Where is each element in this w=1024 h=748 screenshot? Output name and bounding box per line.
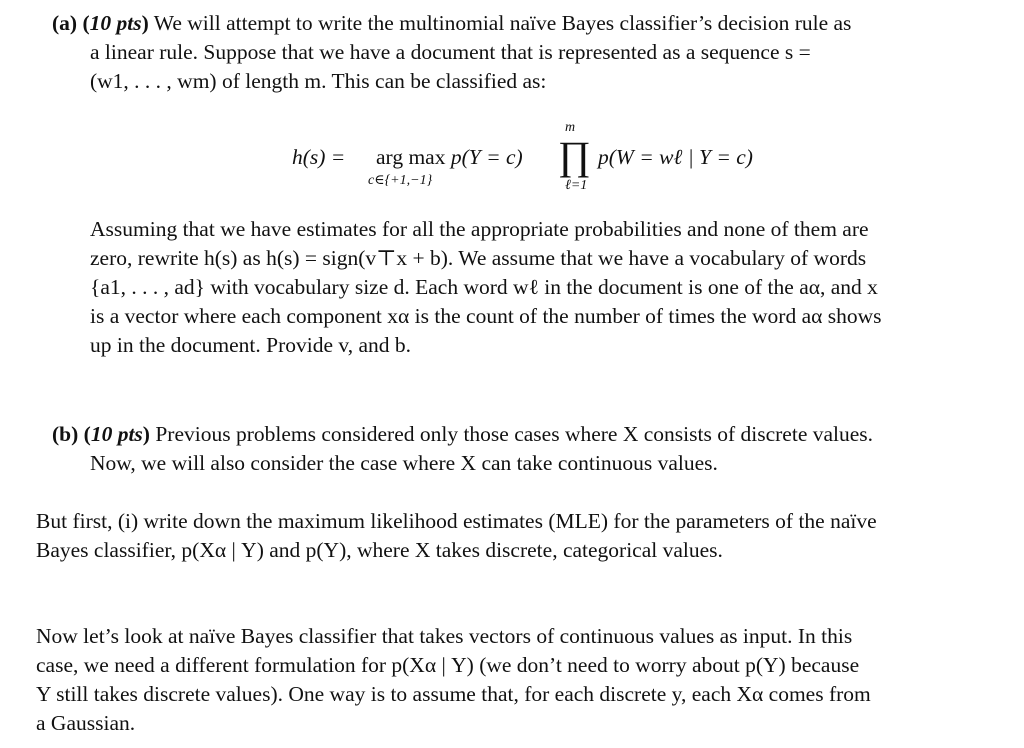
gaussian-para-4: a Gaussian. (36, 711, 136, 735)
eq-rhs: p(W = wℓ | Y = c) (598, 145, 753, 169)
part-b-line-1 (52, 420, 873, 449)
mle-para-2: Bayes classifier, p(Xα | Y) and p(Y), where X takes discrete, categorical values. (36, 538, 723, 562)
part-b-points: (10 pts) (83, 422, 150, 446)
part-a-text-1: We will attempt to write the multinomial naïve Bayes classifier’s decision rule as (153, 11, 852, 35)
part-a-para-2: zero, rewrite h(s) as h(s) = sign(v⊤x + b). We assume that we have a vocabulary of words (90, 246, 867, 270)
mle-para-1: But first, (i) write down the maximum likelihood estimates (MLE) for the parameters of the naïve (36, 509, 877, 533)
gaussian-para-3: Y still takes discrete values). One way is to assume that, for each discrete y, each Xα comes from (36, 682, 871, 706)
gaussian-para-2: case, we need a different formulation for p(Xα | Y) (we don’t need to worry about p(Y) because (36, 653, 860, 677)
part-a-label: (a) (52, 11, 78, 35)
part-a-line-1 (52, 9, 851, 38)
part-a-para-3: {a1, . . . , ad} with vocabulary size d. Each word wℓ in the document is one of the aα, and x (90, 275, 878, 299)
part-a-points: (10 pts) (82, 11, 149, 35)
eq-argmax-subscript: c∈{+1,−1} (368, 173, 433, 188)
gaussian-para-1: Now let’s look at naïve Bayes classifier that takes vectors of continuous values as input. In this (36, 624, 853, 648)
eq-prod-lower: ℓ=1 (565, 178, 588, 193)
part-b-line-2: Now, we will also consider the case where X can take continuous values. (90, 451, 718, 475)
eq-lhs: h(s) = (292, 145, 346, 169)
eq-prod-upper: m (565, 120, 576, 135)
part-a-para-5: up in the document. Provide v, and b. (90, 333, 412, 357)
eq-prod-symbol: ∏ (558, 133, 591, 178)
part-a-line-2: a linear rule. Suppose that we have a document that is represented as a sequence s = (90, 40, 811, 64)
part-a-para-4: is a vector where each component xα is the count of the number of times the word aα shows (90, 304, 882, 328)
part-b-label: (b) (52, 422, 79, 446)
part-a-para-1: Assuming that we have estimates for all the appropriate probabilities and none of them are (90, 217, 869, 241)
part-a-line-3 (90, 67, 546, 96)
part-b-text-1: Previous problems considered only those cases where X consists of discrete values. (155, 422, 874, 446)
eq-argmax: arg max p(Y = c) (376, 145, 523, 169)
part-a-text-3: (w1, . . . , wm) of length m. This can be classified as: (90, 69, 547, 93)
